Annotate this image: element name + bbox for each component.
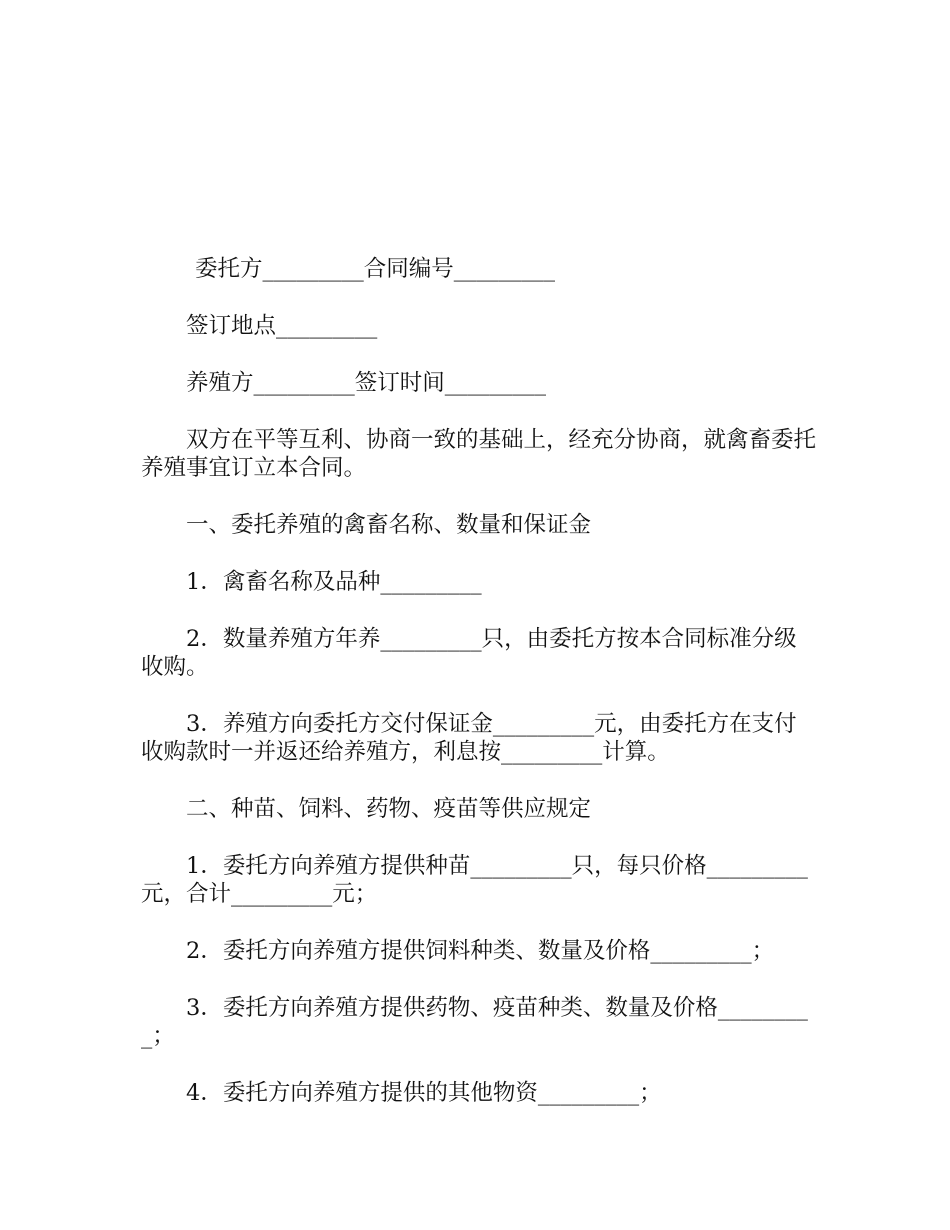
clause-2-2: 2．委托方向养殖方提供饲料种类、数量及价格_________； bbox=[186, 938, 775, 964]
section-heading-1: 一、委托养殖的禽畜名称、数量和保证金 bbox=[186, 512, 592, 538]
clause-2-1: 1．委托方向养殖方提供种苗_________只，每只价格_________元，合计_________元； bbox=[141, 853, 808, 907]
clause-1-3: 3．养殖方向委托方交付保证金_________元，由委托方在支付收购款时一并返还给养殖方，利息按_________计算。 bbox=[141, 711, 797, 765]
preamble-paragraph: 双方在平等互利、协商一致的基础上，经充分协商，就禽畜委托养殖事宜订立本合同。 bbox=[141, 427, 817, 481]
clause-2-4: 4．委托方向养殖方提供的其他物资_________； bbox=[186, 1080, 662, 1106]
party-entrust-contract-no-line: 委托方_________合同编号_________ bbox=[195, 256, 556, 282]
signing-place-line: 签订地点_________ bbox=[186, 313, 378, 339]
party-breeder-signing-time-line: 养殖方_________签订时间_________ bbox=[186, 370, 547, 396]
section-heading-2: 二、种苗、饲料、药物、疫苗等供应规定 bbox=[186, 796, 592, 822]
clause-2-3: 3．委托方向养殖方提供药物、疫苗种类、数量及价格_________； bbox=[141, 995, 808, 1049]
clause-1-2: 2．数量养殖方年养_________只，由委托方按本合同标准分级收购。 bbox=[141, 626, 797, 680]
clause-1-1: 1．禽畜名称及品种_________ bbox=[186, 569, 482, 595]
